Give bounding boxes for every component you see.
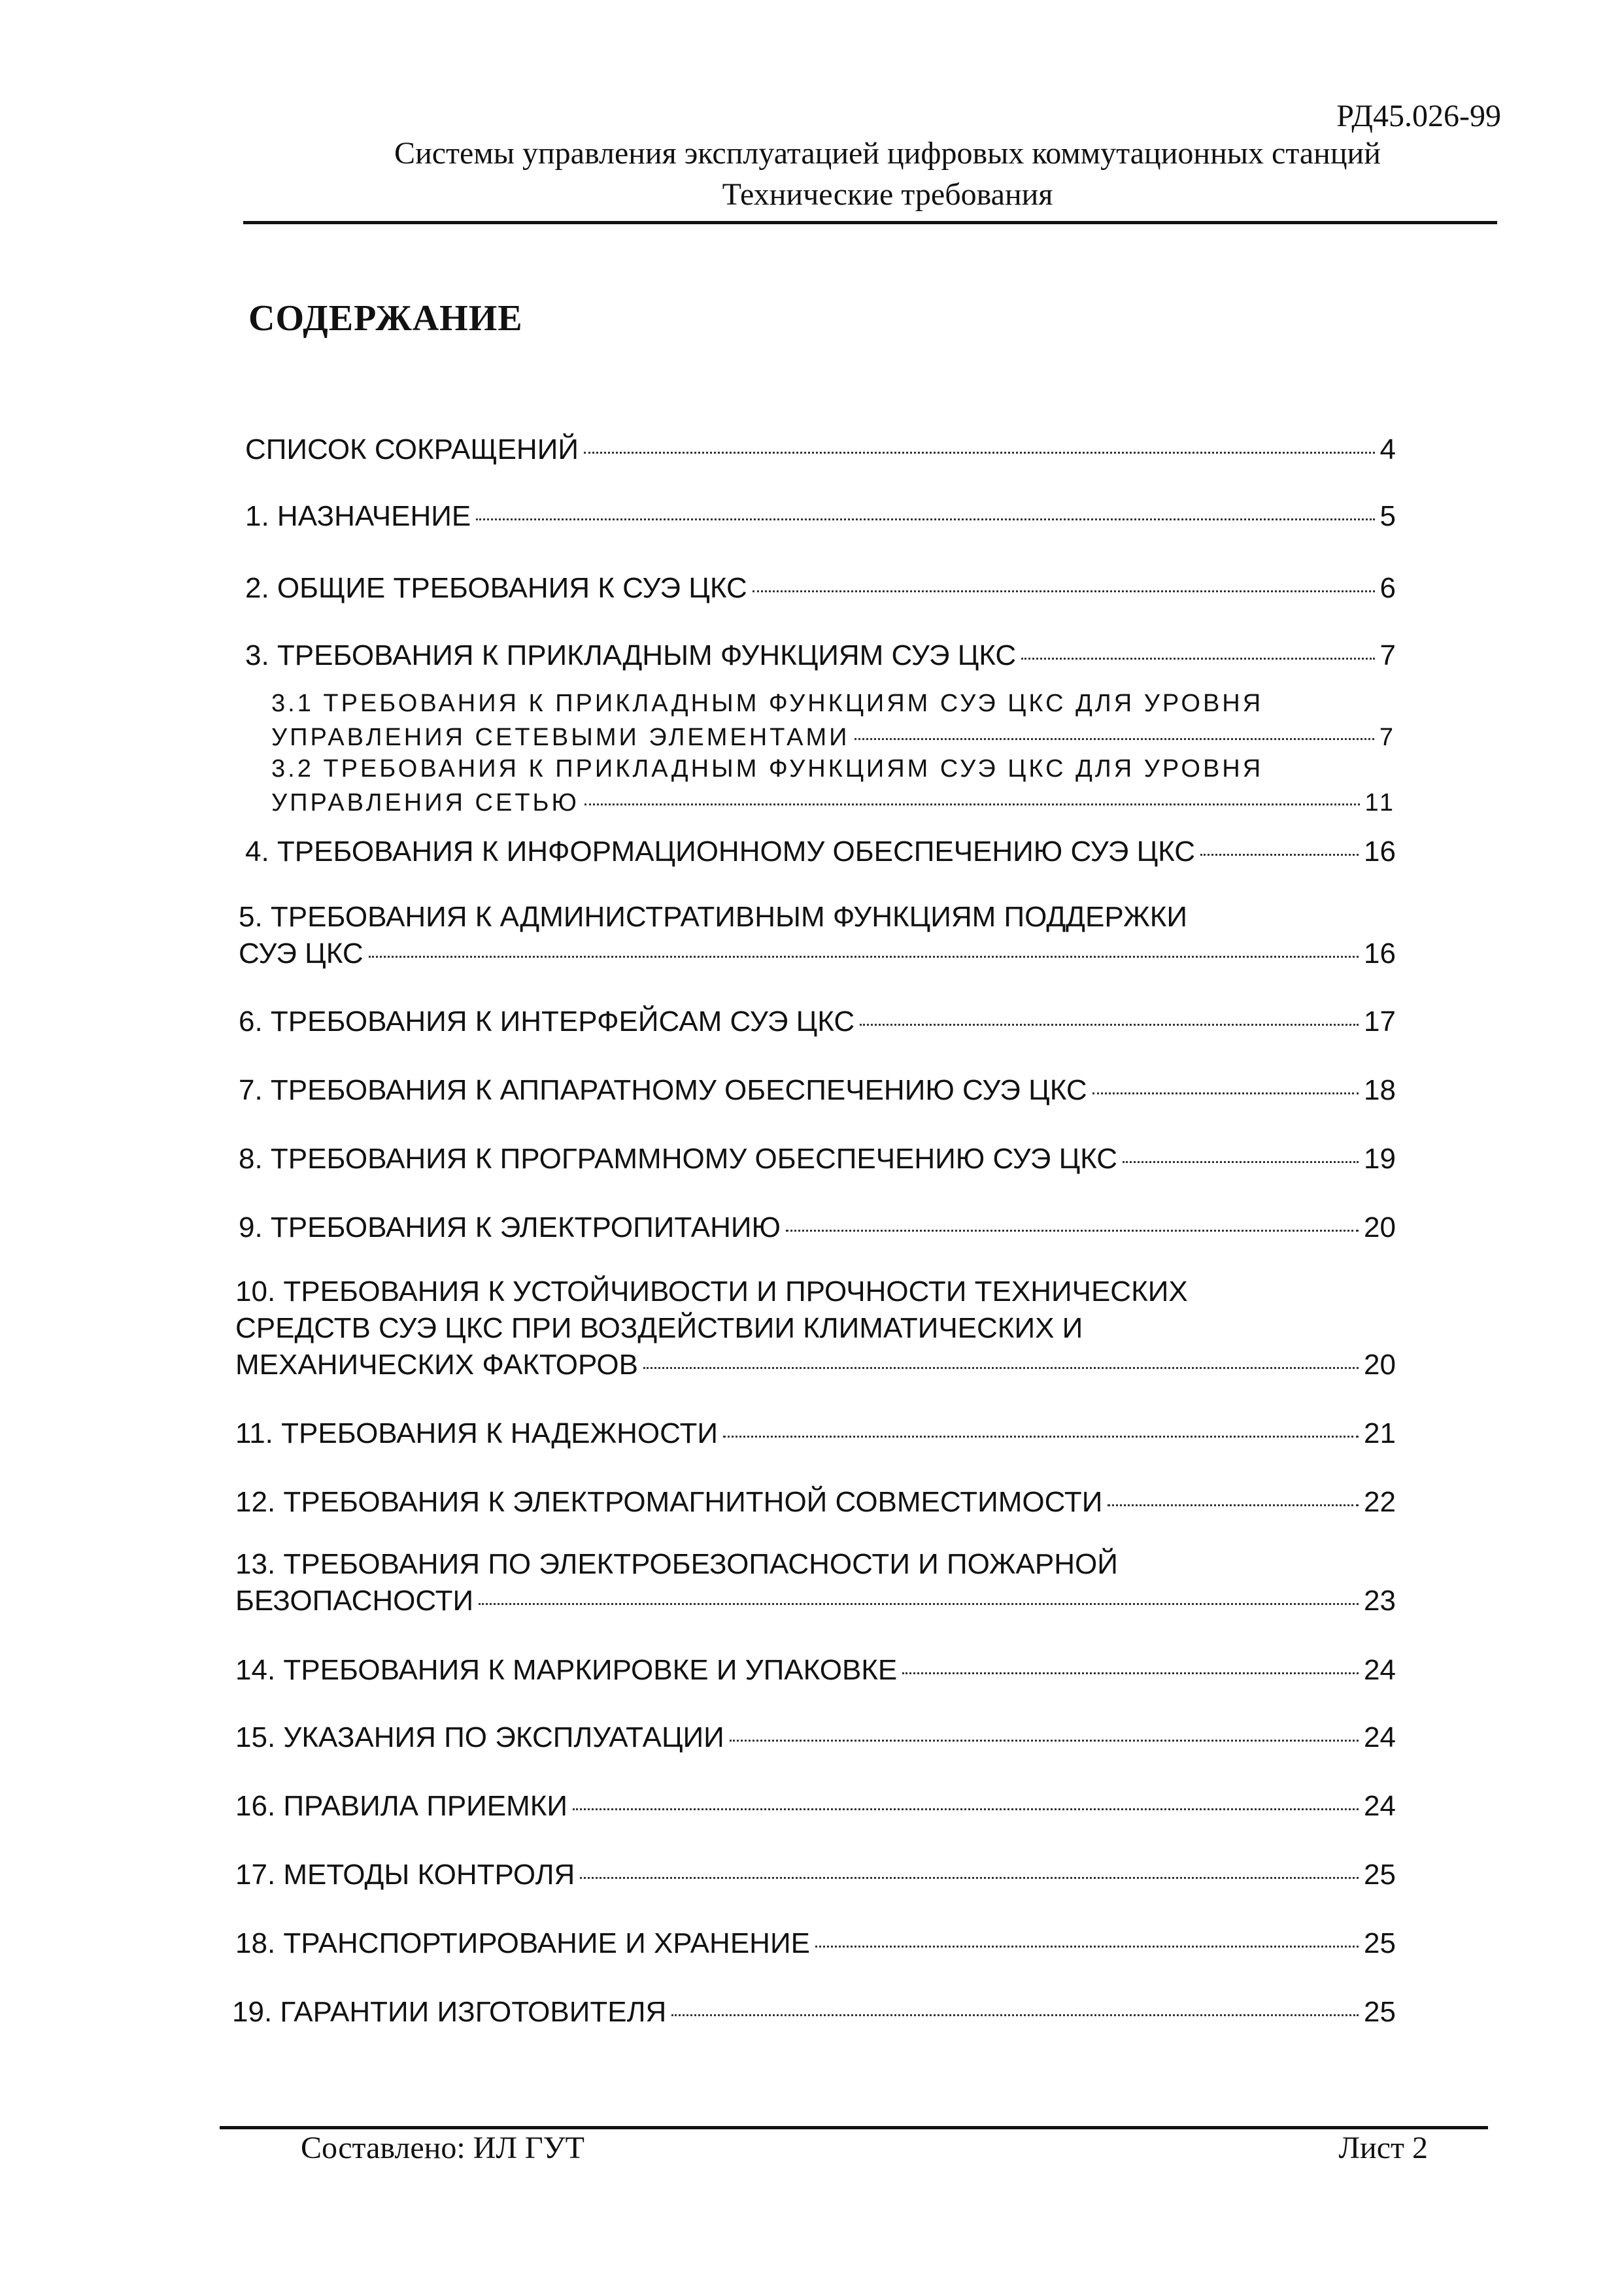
toc-entry[interactable] — [235, 1857, 1396, 1893]
toc-entry-text: 5. ТРЕБОВАНИЯ К АДМИНИСТРАТИВНЫМ ФУНКЦИЯМ ПОДДЕРЖКИ — [239, 901, 1188, 933]
toc-entry[interactable] — [239, 1072, 1396, 1109]
toc-entry[interactable] — [235, 1546, 1396, 1619]
toc-entry[interactable] — [245, 431, 1396, 468]
toc-entry[interactable] — [271, 686, 1396, 754]
toc-page-number: 5 — [1379, 500, 1396, 532]
footer-compiled-by: Составлено: ИЛ ГУТ — [301, 2131, 584, 2165]
toc-entry-text: 3.1 ТРЕБОВАНИЯ К ПРИКЛАДНЫМ ФУНКЦИЯМ СУЭ ЦКС ДЛЯ УРОВНЯ — [271, 690, 1264, 717]
toc-page-number: 19 — [1364, 1143, 1396, 1175]
toc-entry[interactable] — [232, 1994, 1396, 2031]
toc-entry[interactable] — [245, 570, 1396, 607]
document-code: РД45.026-99 — [1336, 99, 1501, 133]
toc-page-number: 23 — [1364, 1585, 1396, 1617]
toc-page-number: 22 — [1364, 1486, 1396, 1518]
toc-entry-text: СРЕДСТВ СУЭ ЦКС ПРИ ВОЗДЕЙСТВИИ КЛИМАТИЧЕСКИХ И — [235, 1312, 1083, 1344]
toc-leader-dots — [1021, 658, 1374, 660]
toc-entry-text: МЕХАНИЧЕСКИХ ФАКТОРОВ — [235, 1349, 638, 1381]
toc-entry[interactable] — [239, 1004, 1396, 1040]
toc-entry-text: БЕЗОПАСНОСТИ — [235, 1585, 474, 1617]
toc-entry[interactable] — [235, 1484, 1396, 1521]
toc-leader-dots — [573, 1808, 1359, 1810]
toc-page-number: 6 — [1379, 572, 1396, 604]
toc-page-number: 17 — [1364, 1005, 1396, 1038]
toc-entry-text: 12. ТРЕБОВАНИЯ К ЭЛЕКТРОМАГНИТНОЙ СОВМЕСТИМОСТИ — [235, 1486, 1103, 1518]
toc-leader-dots — [1123, 1161, 1359, 1163]
toc-entry-text: СПИСОК СОКРАЩЕНИЙ — [245, 433, 579, 465]
toc-leader-dots — [753, 590, 1375, 592]
toc-leader-dots — [786, 1230, 1359, 1232]
toc-page-number: 18 — [1364, 1074, 1396, 1106]
toc-page-number: 20 — [1364, 1211, 1396, 1243]
toc-entry[interactable] — [235, 1652, 1396, 1689]
toc-entry[interactable] — [235, 1788, 1396, 1825]
toc-entry-text: 18. ТРАНСПОРТИРОВАНИЕ И ХРАНЕНИЕ — [235, 1927, 810, 1959]
toc-entry-text: 10. ТРЕБОВАНИЯ К УСТОЙЧИВОСТИ И ПРОЧНОСТИ ТЕХНИЧЕСКИХ — [235, 1275, 1188, 1308]
toc-entry-text: 3. ТРЕБОВАНИЯ К ПРИКЛАДНЫМ ФУНКЦИЯМ СУЭ ЦКС — [245, 639, 1017, 671]
toc-leader-dots — [1200, 854, 1359, 856]
toc-leader-dots — [1108, 1504, 1359, 1506]
toc-page-number: 16 — [1364, 937, 1396, 970]
toc-page-number: 24 — [1364, 1654, 1396, 1686]
toc-entry[interactable] — [235, 1719, 1396, 1756]
toc-leader-dots — [584, 803, 1360, 805]
toc-leader-dots — [854, 738, 1374, 740]
toc-leader-dots — [671, 2014, 1359, 2016]
toc-leader-dots — [643, 1367, 1359, 1369]
toc-page-number: 24 — [1364, 1790, 1396, 1822]
toc-leader-dots — [584, 452, 1375, 454]
toc-entry[interactable] — [245, 637, 1396, 674]
toc-entry[interactable] — [271, 752, 1396, 820]
toc-leader-dots — [815, 1946, 1359, 1948]
toc-page-number: 20 — [1364, 1349, 1396, 1381]
toc-entry-text: СУЭ ЦКС — [239, 937, 364, 970]
toc-entry-text: 6. ТРЕБОВАНИЯ К ИНТЕРФЕЙСАМ СУЭ ЦКС — [239, 1005, 855, 1038]
toc-entry-text: 16. ПРАВИЛА ПРИЕМКИ — [235, 1790, 568, 1822]
toc-entry[interactable] — [235, 1925, 1396, 1962]
footer-sheet-number: Лист 2 — [1338, 2131, 1428, 2165]
toc-entry[interactable] — [245, 498, 1396, 535]
toc-leader-dots — [580, 1877, 1359, 1879]
toc-page-number: 21 — [1364, 1417, 1396, 1449]
toc-page-number: 25 — [1364, 1927, 1396, 1959]
toc-leader-dots — [860, 1024, 1359, 1026]
toc-page-number: 7 — [1379, 639, 1396, 671]
toc-entry[interactable] — [239, 1141, 1396, 1177]
toc-entry-text: УПРАВЛЕНИЯ СЕТЬЮ — [271, 789, 579, 817]
document-header-title: Системы управления эксплуатацией цифровых коммутационных станций — [394, 136, 1381, 171]
toc-leader-dots — [730, 1740, 1359, 1742]
toc-leader-dots — [369, 956, 1359, 958]
toc-entry[interactable] — [245, 834, 1396, 870]
document-header-subtitle: Технические требования — [722, 177, 1053, 212]
toc-entry[interactable] — [239, 899, 1396, 972]
toc-entry-text: 13. ТРЕБОВАНИЯ ПО ЭЛЕКТРОБЕЗОПАСНОСТИ И ПОЖАРНОЙ — [235, 1548, 1118, 1580]
toc-leader-dots — [902, 1672, 1359, 1674]
toc-entry-text: 9. ТРЕБОВАНИЯ К ЭЛЕКТРОПИТАНИЮ — [239, 1211, 781, 1243]
toc-page-number: 25 — [1364, 1859, 1396, 1891]
toc-page-number: 4 — [1379, 433, 1396, 465]
toc-page-number: 25 — [1364, 1996, 1396, 2028]
toc-leader-dots — [476, 518, 1374, 520]
toc-page-number: 7 — [1379, 724, 1396, 751]
toc-entry-text: 2. ОБЩИЕ ТРЕБОВАНИЯ К СУЭ ЦКС — [245, 572, 747, 604]
toc-entry-text: 17. МЕТОДЫ КОНТРОЛЯ — [235, 1859, 575, 1891]
toc-entry-text: 3.2 ТРЕБОВАНИЯ К ПРИКЛАДНЫМ ФУНКЦИЯМ СУЭ ЦКС ДЛЯ УРОВНЯ — [271, 755, 1264, 783]
toc-leader-dots — [723, 1436, 1359, 1438]
toc-entry[interactable] — [235, 1415, 1396, 1452]
toc-entry-text: 14. ТРЕБОВАНИЯ К МАРКИРОВКЕ И УПАКОВКЕ — [235, 1654, 898, 1686]
toc-entry-text: 19. ГАРАНТИИ ИЗГОТОВИТЕЛЯ — [232, 1996, 667, 2028]
toc-entry-text: УПРАВЛЕНИЯ СЕТЕВЫМИ ЭЛЕМЕНТАМИ — [271, 724, 850, 751]
toc-entry-text: 11. ТРЕБОВАНИЯ К НАДЕЖНОСТИ — [235, 1417, 718, 1449]
toc-entry-text: 1. НАЗНАЧЕНИЕ — [245, 500, 471, 532]
toc-entry-text: 4. ТРЕБОВАНИЯ К ИНФОРМАЦИОННОМУ ОБЕСПЕЧЕНИЮ СУЭ ЦКС — [245, 836, 1196, 868]
toc-page-number: 24 — [1364, 1721, 1396, 1753]
toc-entry[interactable] — [239, 1209, 1396, 1246]
contents-heading: СОДЕРЖАНИЕ — [248, 298, 523, 339]
footer-divider — [220, 2126, 1488, 2129]
toc-page-number: 11 — [1364, 789, 1396, 817]
toc-leader-dots — [479, 1603, 1359, 1605]
toc-leader-dots — [1092, 1092, 1359, 1094]
toc-entry-text: 7. ТРЕБОВАНИЯ К АППАРАТНОМУ ОБЕСПЕЧЕНИЮ СУЭ ЦКС — [239, 1074, 1087, 1106]
toc-entry[interactable] — [235, 1274, 1396, 1383]
toc-page-number: 16 — [1364, 836, 1396, 868]
toc-entry-text: 15. УКАЗАНИЯ ПО ЭКСПЛУАТАЦИИ — [235, 1721, 724, 1753]
toc-entry-text: 8. ТРЕБОВАНИЯ К ПРОГРАММНОМУ ОБЕСПЕЧЕНИЮ СУЭ ЦКС — [239, 1143, 1118, 1175]
